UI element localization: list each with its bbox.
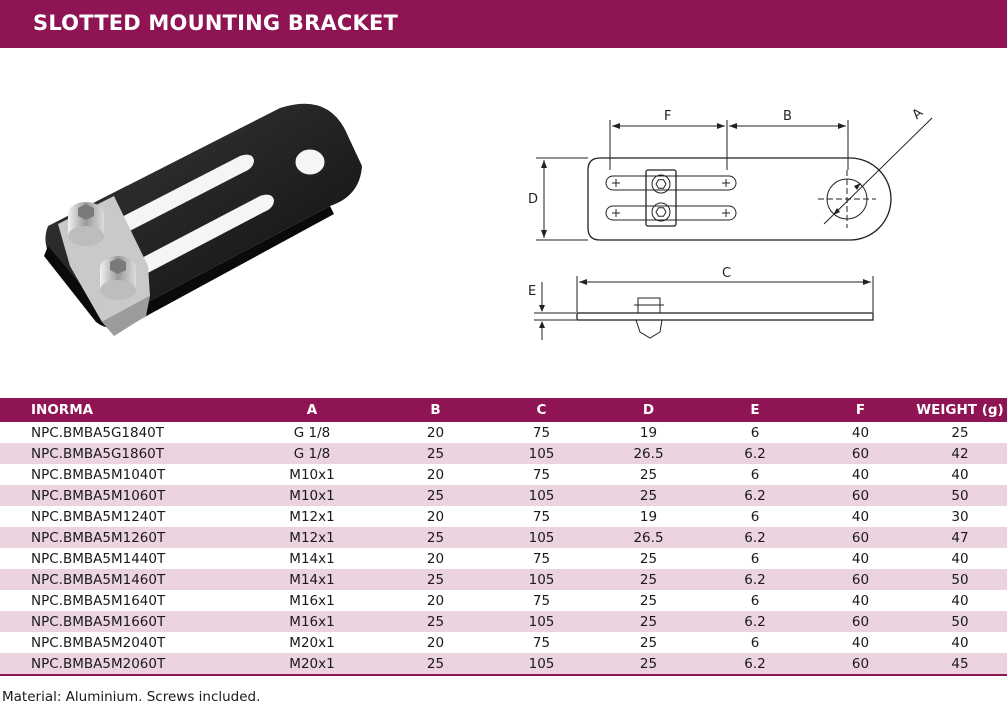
table-cell: 25: [595, 569, 702, 590]
table-cell: 6.2: [702, 443, 808, 464]
table-cell: 60: [808, 611, 913, 632]
table-cell: 47: [913, 527, 1007, 548]
table-cell: NPC.BMBA5M1260T: [0, 527, 241, 548]
table-cell: 20: [383, 464, 488, 485]
table-cell: NPC.BMBA5M2040T: [0, 632, 241, 653]
table-cell: 20: [383, 506, 488, 527]
table-cell: 20: [383, 632, 488, 653]
table-cell: G 1/8: [241, 422, 383, 443]
table-cell: 6.2: [702, 569, 808, 590]
dim-c-label: C: [722, 266, 732, 281]
top-view-drawing: [520, 90, 960, 250]
table-cell: M14x1: [241, 548, 383, 569]
table-cell: 20: [383, 548, 488, 569]
table-cell: M10x1: [241, 485, 383, 506]
table-cell: 6.2: [702, 611, 808, 632]
table-row: [0, 611, 1007, 632]
table-cell: 6: [702, 506, 808, 527]
table-cell: 40: [913, 548, 1007, 569]
col-header-d: D: [595, 398, 702, 422]
table-cell: 20: [383, 590, 488, 611]
table-cell: 6: [702, 590, 808, 611]
table-cell: NPC.BMBA5M1460T: [0, 569, 241, 590]
dim-e-label: E: [528, 284, 537, 299]
table-row: [0, 569, 1007, 590]
table-cell: 60: [808, 443, 913, 464]
col-header-a: A: [241, 398, 383, 422]
table-cell: NPC.BMBA5G1860T: [0, 443, 241, 464]
table-cell: 25: [913, 422, 1007, 443]
table-cell: 30: [913, 506, 1007, 527]
table-cell: 45: [913, 653, 1007, 675]
table-cell: 25: [383, 443, 488, 464]
dim-f-label: F: [664, 109, 672, 124]
table-cell: 105: [488, 569, 595, 590]
table-row: [0, 548, 1007, 569]
table-cell: 60: [808, 569, 913, 590]
table-cell: 25: [595, 485, 702, 506]
table-cell: NPC.BMBA5M1440T: [0, 548, 241, 569]
table-cell: M20x1: [241, 632, 383, 653]
table-row: [0, 653, 1007, 675]
table-row: [0, 506, 1007, 527]
table-cell: NPC.BMBA5M1640T: [0, 590, 241, 611]
table-cell: 25: [595, 464, 702, 485]
table-cell: 6: [702, 632, 808, 653]
table-cell: 75: [488, 464, 595, 485]
table-cell: NPC.BMBA5M2060T: [0, 653, 241, 675]
table-cell: 40: [808, 632, 913, 653]
table-cell: 25: [383, 611, 488, 632]
table-cell: 26.5: [595, 527, 702, 548]
table-cell: 40: [913, 590, 1007, 611]
table-row: [0, 590, 1007, 611]
spec-table: [0, 398, 1007, 676]
table-row: [0, 485, 1007, 506]
table-cell: 105: [488, 443, 595, 464]
table-cell: 105: [488, 611, 595, 632]
col-header-c: C: [488, 398, 595, 422]
col-header-e: E: [702, 398, 808, 422]
table-cell: 50: [913, 569, 1007, 590]
table-cell: 25: [383, 527, 488, 548]
table-cell: 75: [488, 632, 595, 653]
table-cell: 25: [595, 590, 702, 611]
table-cell: M16x1: [241, 590, 383, 611]
table-cell: NPC.BMBA5M1060T: [0, 485, 241, 506]
table-cell: M14x1: [241, 569, 383, 590]
table-cell: 40: [808, 548, 913, 569]
table-cell: 75: [488, 590, 595, 611]
col-header-inorma: INORMA: [0, 398, 241, 422]
table-row: [0, 443, 1007, 464]
table-row: [0, 632, 1007, 653]
table-cell: 50: [913, 485, 1007, 506]
table-cell: M20x1: [241, 653, 383, 675]
table-cell: 60: [808, 485, 913, 506]
col-header-weight: WEIGHT (g): [913, 398, 1007, 422]
table-cell: NPC.BMBA5M1240T: [0, 506, 241, 527]
table-cell: 19: [595, 422, 702, 443]
table-row: [0, 422, 1007, 443]
table-cell: NPC.BMBA5G1840T: [0, 422, 241, 443]
dim-a-label: A: [909, 105, 927, 123]
table-cell: 25: [383, 569, 488, 590]
title-bar: [0, 0, 1007, 48]
table-cell: 25: [595, 653, 702, 675]
material-note: Material: Aluminium. Screws included.: [2, 689, 261, 705]
table-cell: M16x1: [241, 611, 383, 632]
table-cell: 25: [595, 632, 702, 653]
table-cell: M12x1: [241, 506, 383, 527]
table-cell: M12x1: [241, 527, 383, 548]
table-cell: G 1/8: [241, 443, 383, 464]
table-cell: 25: [383, 653, 488, 675]
dim-d-label: D: [528, 192, 539, 207]
table-cell: 40: [808, 464, 913, 485]
table-cell: 75: [488, 422, 595, 443]
table-cell: 6.2: [702, 485, 808, 506]
table-cell: 42: [913, 443, 1007, 464]
table-row: [0, 464, 1007, 485]
dim-b-label: B: [783, 109, 792, 124]
table-cell: 25: [383, 485, 488, 506]
table-cell: NPC.BMBA5M1040T: [0, 464, 241, 485]
table-cell: 6: [702, 548, 808, 569]
table-cell: 40: [808, 506, 913, 527]
table-header-row: [0, 398, 1007, 422]
table-cell: 75: [488, 506, 595, 527]
table-cell: 60: [808, 527, 913, 548]
table-cell: 50: [913, 611, 1007, 632]
side-view-drawing: [520, 262, 960, 362]
table-cell: 40: [913, 464, 1007, 485]
table-cell: 6.2: [702, 527, 808, 548]
page-title: SLOTTED MOUNTING BRACKET: [33, 11, 399, 35]
table-cell: 25: [595, 548, 702, 569]
table-cell: 25: [595, 611, 702, 632]
table-cell: 105: [488, 653, 595, 675]
table-cell: 75: [488, 548, 595, 569]
table-cell: 60: [808, 653, 913, 675]
col-header-f: F: [808, 398, 913, 422]
table-cell: 6: [702, 422, 808, 443]
table-cell: 40: [808, 422, 913, 443]
table-cell: 19: [595, 506, 702, 527]
table-cell: NPC.BMBA5M1660T: [0, 611, 241, 632]
table-cell: 6.2: [702, 653, 808, 675]
table-cell: 40: [808, 590, 913, 611]
table-cell: 6: [702, 464, 808, 485]
product-photo: [30, 96, 370, 346]
table-cell: 105: [488, 527, 595, 548]
table-cell: 105: [488, 485, 595, 506]
table-row: [0, 527, 1007, 548]
table-cell: M10x1: [241, 464, 383, 485]
table-cell: 26.5: [595, 443, 702, 464]
col-header-b: B: [383, 398, 488, 422]
table-cell: 20: [383, 422, 488, 443]
table-cell: 40: [913, 632, 1007, 653]
table-body: [0, 422, 1007, 675]
